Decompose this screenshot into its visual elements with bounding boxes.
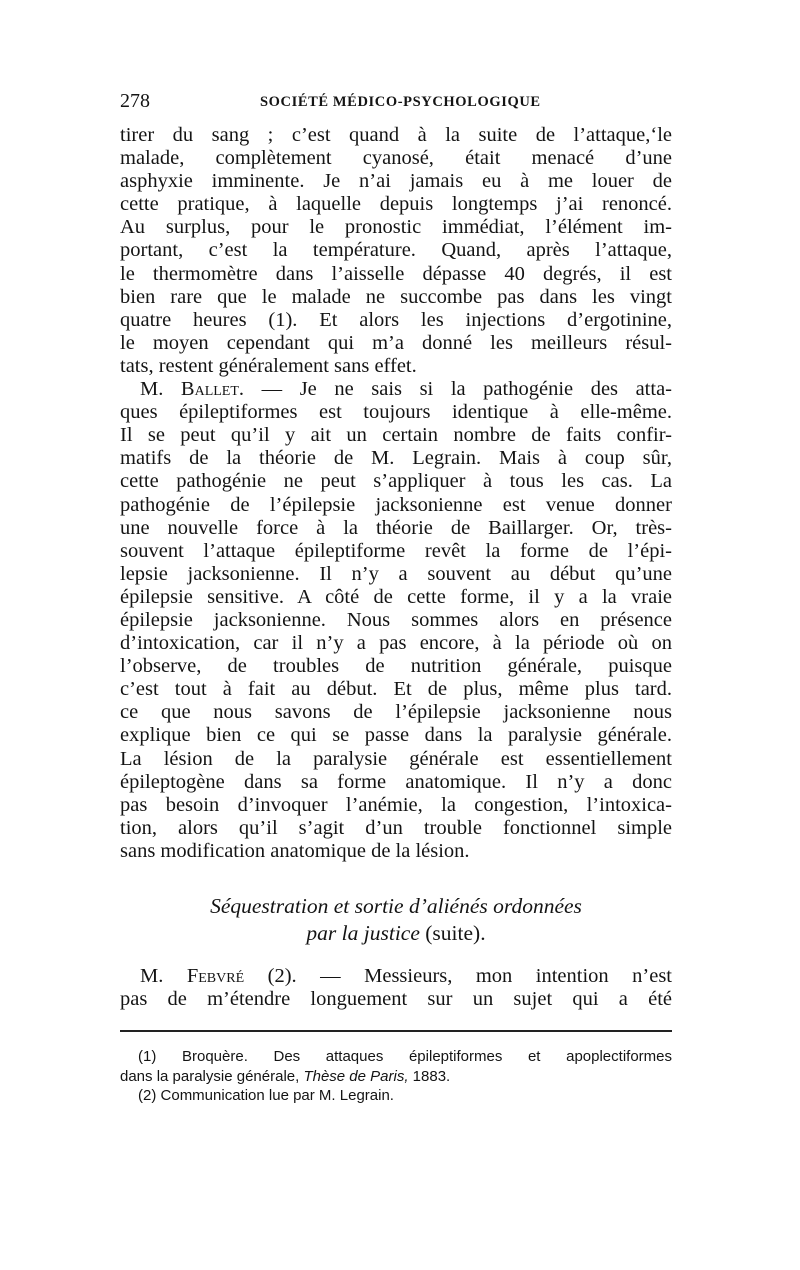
speaker-name: M. Ballet. [140, 378, 245, 401]
text-line: le thermomètre dans l’aisselle dépasse 40 degrés, il est [120, 262, 672, 285]
text-line [120, 378, 672, 401]
text-line: épileptogène dans sa forme anatomique. Il n’y a donc [120, 770, 672, 793]
text-line: pas besoin d’invoquer l’anémie, la congestion, l’intoxica- [120, 793, 672, 816]
running-head [120, 90, 672, 124]
text-line-content: — Je ne sais si la pathogénie des atta- [244, 378, 673, 401]
footnote-line [120, 1067, 672, 1087]
text-line: malade, complètement cyanosé, était menacé d’une [120, 147, 672, 170]
footnote-number: (2) [138, 1087, 157, 1105]
text-line: ce que nous savons de l’épilepsie jacksonienne nous [120, 701, 672, 724]
text-line: épilepsie jacksonienne. Nous sommes alors en présence [120, 608, 672, 631]
text-line: une nouvelle force à la théorie de Baillarger. Or, très- [120, 516, 672, 539]
text-line: cette pathogénie ne peut s’appliquer à tous les cas. La [120, 470, 672, 493]
text-line [120, 965, 672, 988]
text-line: quatre heures (1). Et alors les injections d’ergotinine, [120, 308, 672, 331]
section-title [120, 893, 672, 947]
book-page [120, 90, 672, 1106]
footnotes [120, 1047, 672, 1106]
paragraph-1 [120, 124, 672, 378]
text-line: lepsie jacksonienne. Il n’y a souvent au début qu’une [120, 562, 672, 585]
text-line: tion, alors qu’il s’agit d’un trouble fonctionnel simple [120, 816, 672, 839]
text-line: matifs de la théorie de M. Legrain. Mais à coup sûr, [120, 447, 672, 470]
footnote-text: Broquère. Des attaques épileptiformes et apoplectiformes [181, 1048, 672, 1066]
text-line: asphyxie imminente. Je n’ai jamais eu à me louer de [120, 170, 672, 193]
text-line: La lésion de la paralysie générale est essentiellement [120, 747, 672, 770]
running-title: SOCIÉTÉ MÉDICO-PSYCHOLOGIQUE [260, 94, 541, 110]
text-line: le moyen cependant qui m’a donné les meilleurs résul- [120, 331, 672, 354]
footnote-rule [120, 1030, 672, 1032]
footnote-italic: Thèse de Paris, [303, 1067, 409, 1085]
paragraph-3 [120, 965, 672, 1011]
text-line: épilepsie sensitive. A côté de cette forme, il y a la vraie [120, 585, 672, 608]
text-line: Il se peut qu’il y ait un certain nombre de faits confir- [120, 424, 672, 447]
body-text [120, 124, 672, 1011]
footnote-text: Communication lue par M. Legrain. [160, 1087, 394, 1105]
paragraph-2 [120, 378, 672, 863]
section-title-line [120, 893, 672, 920]
text-line: sans modification anatomique de la lésion. [120, 839, 470, 862]
text-line-content: (2). — Messieurs, mon intention n’est [244, 965, 672, 987]
footnote-text: dans la paralysie générale, [120, 1067, 304, 1085]
page-number: 278 [120, 90, 150, 112]
text-line: ques épileptiformes est toujours identique à elle-même. [120, 401, 672, 424]
footnote-text: 1883. [408, 1067, 451, 1085]
text-line: pas de m’étendre longuement sur un sujet qui a été [120, 988, 672, 1011]
section-title-italic: Séquestration et sortie d’aliénés ordonnées [210, 894, 582, 918]
section-title-suffix: (suite). [419, 921, 486, 945]
text-line: cette pratique, à laquelle depuis longtemps j’ai renoncé. [120, 193, 672, 216]
footnote-1 [120, 1047, 672, 1086]
section-title-line [120, 920, 672, 947]
text-line: l’observe, de troubles de nutrition générale, puisque [120, 655, 672, 678]
footnote-number: (1) [138, 1048, 157, 1066]
text-line: tats, restent généralement sans effet. [120, 354, 417, 377]
speaker-name: M. Febvré [140, 965, 245, 987]
footnote-line [120, 1086, 672, 1106]
text-line: pathogénie de l’épilepsie jacksonienne est venue donner [120, 493, 672, 516]
section-title-italic: par la justice [306, 921, 420, 945]
text-line: portant, c’est la température. Quand, après l’attaque, [120, 239, 672, 262]
text-line: Au surplus, pour le pronostic immédiat, l’élément im- [120, 216, 672, 239]
text-line: bien rare que le malade ne succombe pas dans les vingt [120, 285, 672, 308]
text-line: d’intoxication, car il n’y a pas encore, à la période où on [120, 632, 672, 655]
footnote-2 [120, 1086, 672, 1106]
text-line: c’est tout à fait au début. Et de plus, même plus tard. [120, 678, 672, 701]
text-line: explique bien ce qui se passe dans la paralysie générale. [120, 724, 672, 747]
text-line: tirer du sang ; c’est quand à la suite de l’attaque,‘le [120, 124, 672, 146]
text-line: souvent l’attaque épileptiforme revêt la forme de l’épi- [120, 539, 672, 562]
footnote-line [120, 1047, 672, 1067]
